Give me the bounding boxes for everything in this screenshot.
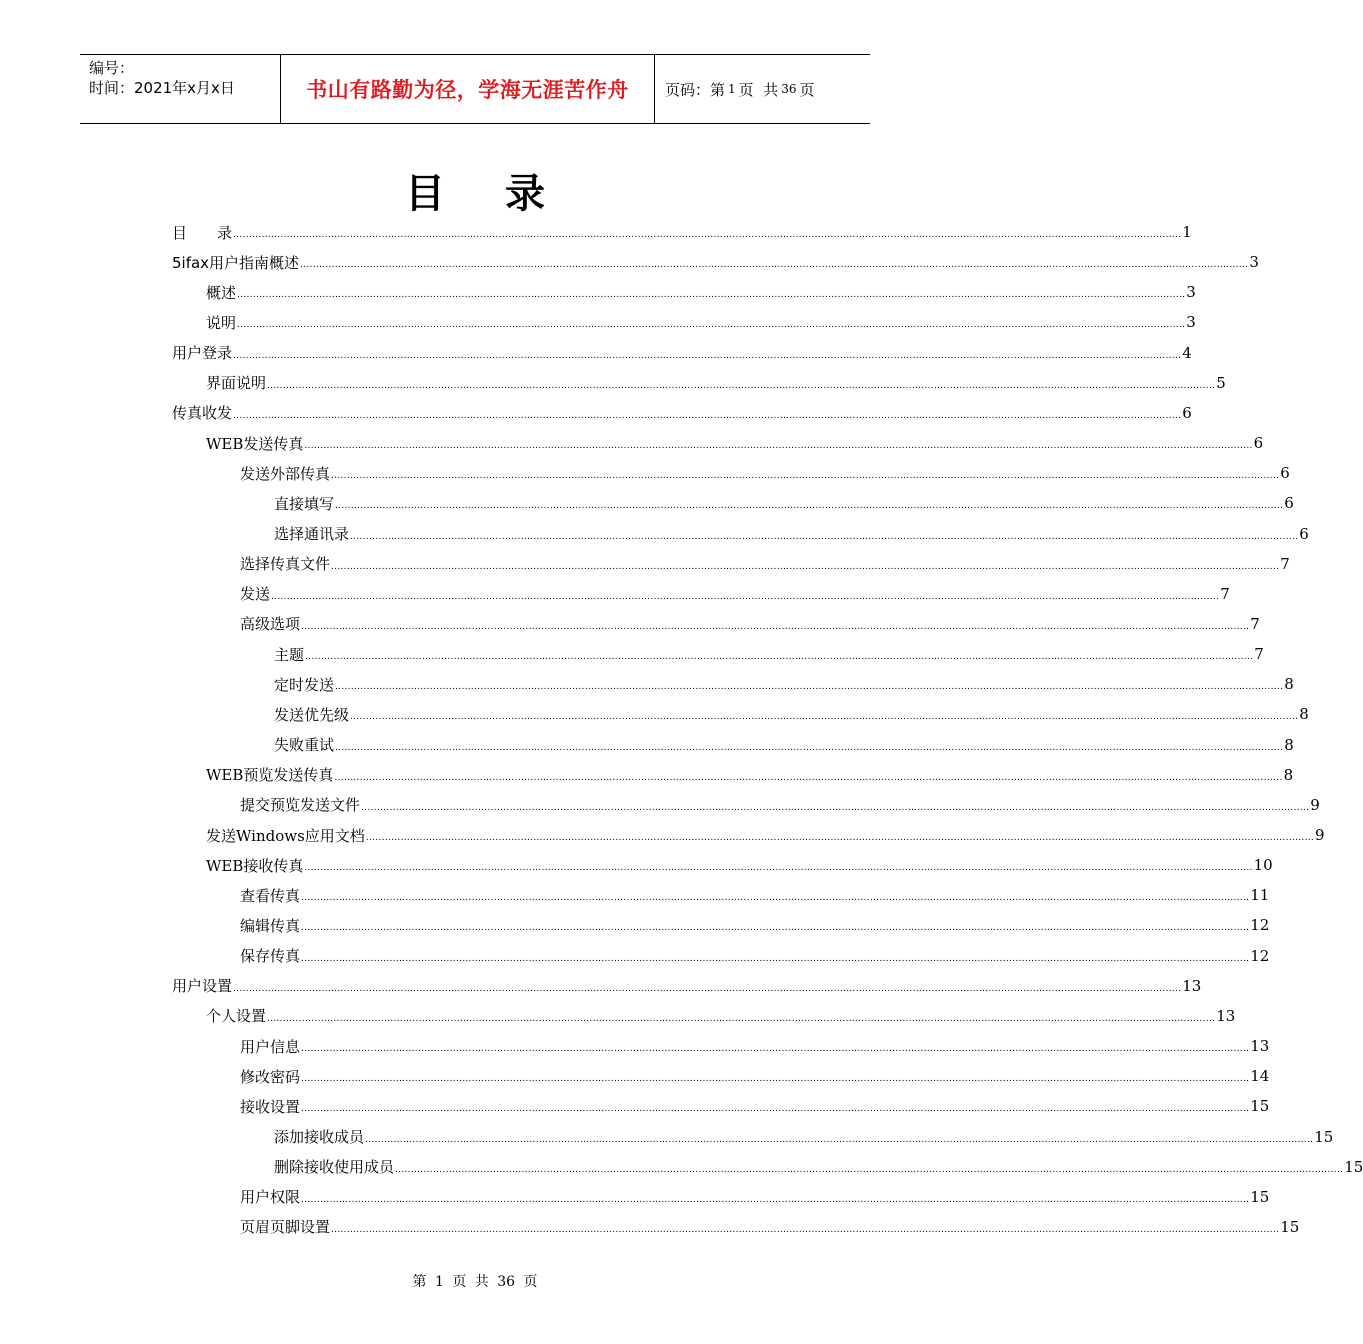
toc-entry-page: 15: [1314, 1127, 1334, 1146]
toc-entry-label: 高级选项: [240, 615, 301, 634]
toc-entry-page: 6: [1299, 524, 1309, 543]
toc-entry-page: 15: [1250, 1097, 1270, 1116]
toc-entry[interactable]: [240, 941, 1270, 971]
toc-entry[interactable]: [206, 1001, 1236, 1031]
toc-entry-page: 6: [1284, 494, 1294, 513]
toc-entry-label: 目 录: [172, 223, 233, 242]
toc-entry-label: 接收设置: [240, 1097, 301, 1116]
toc-entry-page: 12: [1250, 946, 1270, 965]
toc-entry-page: 13: [1216, 1006, 1236, 1025]
toc-dot-leader: ............................................................................................................................................................................................................................................................................................................: [304, 863, 1253, 874]
toc-dot-leader: ............................................................................................................................................................................................................................................................................................................: [350, 531, 1299, 542]
toc-dot-leader: ............................................................................................................................................................................................................................................................................................................: [304, 441, 1253, 452]
toc-entry-page: 7: [1220, 584, 1230, 603]
toc-entry-page: 8: [1283, 765, 1294, 784]
toc-entry-page: 7: [1254, 645, 1264, 664]
toc-dot-leader: ............................................................................................................................................................................................................................................................................................................: [365, 833, 1315, 843]
toc-dot-leader: ............................................................................................................................................................................................................................................................................................................: [267, 380, 1216, 391]
header-motto: 书山有路勤为径，学海无涯苦作舟: [281, 55, 655, 123]
toc-entry-page: 1: [1182, 223, 1192, 241]
toc-dot-leader: ............................................................................................................................................................................................................................................................................................................: [301, 1104, 1250, 1115]
toc-dot-leader: ............................................................................................................................................................................................................................................................................................................: [301, 621, 1250, 632]
toc-entry-page: 14: [1250, 1067, 1270, 1086]
toc-entry-label: WEB接收传真: [206, 856, 304, 875]
toc-entry-page: 15: [1250, 1187, 1270, 1206]
toc-entry-label: 选择通讯录: [274, 525, 350, 543]
toc-dot-leader: ............................................................................................................................................................................................................................................................................................................: [331, 471, 1280, 482]
toc-dot-leader: ............................................................................................................................................................................................................................................................................................................: [301, 1194, 1250, 1205]
toc-dot-leader: ............................................................................................................................................................................................................................................................................................................: [301, 923, 1250, 934]
page-title: 目录: [405, 171, 605, 217]
toc-entry-label: 编辑传真: [240, 916, 301, 935]
footer-current: 1: [434, 1274, 444, 1290]
toc-entry[interactable]: [206, 820, 1325, 850]
toc-entry[interactable]: [274, 639, 1264, 669]
toc-entry[interactable]: [172, 217, 1192, 247]
page-total: 36: [781, 82, 797, 96]
page-label-prefix: 页码：第: [665, 80, 726, 99]
page-label-suffix: 页: [799, 80, 815, 99]
toc-entry-page: 10: [1253, 856, 1273, 875]
header-meta: [80, 55, 281, 123]
page-footer: [0, 1271, 950, 1291]
toc-dot-leader: ............................................................................................................................................................................................................................................................................................................: [237, 320, 1186, 331]
toc-dot-leader: ............................................................................................................................................................................................................................................................................................................: [267, 1013, 1216, 1024]
toc-entry-label: 查看传真: [240, 886, 301, 905]
toc-dot-leader: ............................................................................................................................................................................................................................................................................................................: [300, 260, 1249, 271]
toc-dot-leader: ............................................................................................................................................................................................................................................................................................................: [301, 1044, 1250, 1055]
toc-entry[interactable]: [240, 880, 1270, 910]
toc-dot-leader: ............................................................................................................................................................................................................................................................................................................: [335, 742, 1284, 753]
toc-entry[interactable]: [274, 669, 1294, 699]
toc-dot-leader: ............................................................................................................................................................................................................................................................................................................: [233, 410, 1182, 421]
toc-entry-label: 保存传真: [240, 947, 301, 966]
toc-entry-page: 6: [1182, 403, 1192, 422]
toc-entry[interactable]: [274, 699, 1309, 729]
toc-entry-page: 13: [1250, 1037, 1270, 1056]
toc-dot-leader: ............................................................................................................................................................................................................................................................................................................: [331, 1224, 1280, 1235]
toc-entry-page: 8: [1284, 735, 1294, 754]
time-label: 时间：2021年x月x日: [89, 79, 235, 97]
toc-dot-leader: ............................................................................................................................................................................................................................................................................................................: [233, 350, 1182, 361]
toc-entry[interactable]: [206, 307, 1196, 337]
toc-entry-page: 9: [1315, 826, 1325, 844]
toc-entry-label: 失败重试: [274, 736, 335, 755]
toc-entry[interactable]: [172, 971, 1202, 1001]
toc-entry[interactable]: [240, 1182, 1270, 1212]
toc-entry-page: 3: [1186, 283, 1196, 302]
toc-entry[interactable]: [240, 609, 1260, 639]
toc-entry-page: 8: [1299, 705, 1309, 724]
toc-dot-leader: ............................................................................................................................................................................................................................................................................................................: [271, 591, 1220, 602]
toc-dot-leader: ............................................................................................................................................................................................................................................................................................................: [233, 983, 1182, 994]
toc-entry[interactable]: [240, 910, 1270, 940]
toc-entry-label: 直接填写: [274, 494, 335, 513]
toc-entry-label: 概述: [206, 283, 237, 302]
toc-entry[interactable]: [240, 1212, 1300, 1242]
toc-entry-label: 删除接收使用成员: [274, 1158, 395, 1177]
toc-entry[interactable]: [274, 519, 1309, 549]
document-header: [80, 54, 870, 124]
toc-entry-label: 传真收发: [172, 404, 233, 423]
toc-entry-page: 4: [1182, 343, 1192, 362]
number-label: 编号：: [89, 59, 135, 77]
toc-entry-page: 5: [1216, 373, 1226, 392]
footer-mid1: 页: [452, 1274, 467, 1290]
toc-entry-label: 用户信息: [240, 1037, 301, 1056]
toc-dot-leader: ............................................................................................................................................................................................................................................................................................................: [305, 652, 1254, 663]
toc-dot-leader: ............................................................................................................................................................................................................................................................................................................: [237, 290, 1186, 301]
toc-entry-page: 8: [1284, 675, 1294, 694]
toc-entry-page: 6: [1253, 434, 1264, 453]
toc-dot-leader: ............................................................................................................................................................................................................................................................................................................: [350, 712, 1299, 723]
toc-entry-label: 发送优先级: [274, 705, 350, 724]
toc-entry-label: 发送外部传真: [240, 464, 331, 483]
toc-entry-page: 7: [1280, 554, 1290, 573]
toc-dot-leader: ............................................................................................................................................................................................................................................................................................................: [331, 561, 1280, 572]
toc-dot-leader: ............................................................................................................................................................................................................................................................................................................: [301, 953, 1250, 964]
toc-entry-page: 9: [1310, 795, 1320, 814]
toc-entry-label: 主题: [274, 645, 305, 664]
toc-entry-page: 12: [1250, 916, 1270, 935]
toc-entry[interactable]: [274, 730, 1294, 760]
toc-dot-leader: ............................................................................................................................................................................................................................................................................................................: [233, 230, 1182, 240]
toc-entry-label: 发送: [240, 585, 271, 604]
toc-entry-label: WEB发送传真: [206, 434, 304, 453]
toc-entry-label: 页眉页脚设置: [240, 1218, 331, 1237]
toc-entry[interactable]: [240, 458, 1290, 488]
toc-entry[interactable]: [240, 790, 1320, 820]
toc-entry-page: 15: [1280, 1217, 1300, 1236]
toc-entry-page: 3: [1249, 253, 1259, 272]
footer-prefix: 第: [412, 1274, 427, 1290]
toc-entry-page: 11: [1250, 886, 1270, 905]
toc-entry[interactable]: [172, 338, 1192, 368]
toc-entry[interactable]: [206, 850, 1273, 880]
toc-entry[interactable]: [206, 760, 1294, 790]
toc-entry[interactable]: [206, 428, 1264, 458]
toc-entry[interactable]: [172, 398, 1192, 428]
toc-entry-label: 修改密码: [240, 1067, 301, 1086]
toc-entry[interactable]: [274, 1122, 1334, 1152]
toc-entry-label: 说明: [206, 313, 237, 332]
toc-entry-page: 15: [1344, 1157, 1363, 1176]
toc-entry-label: 个人设置: [206, 1007, 267, 1026]
toc-entry[interactable]: [274, 488, 1294, 518]
toc-entry[interactable]: [240, 549, 1290, 579]
toc-entry[interactable]: [172, 247, 1259, 277]
toc-entry-label: 选择传真文件: [240, 555, 331, 574]
toc-entry-label: 发送Windows应用文档: [206, 826, 365, 845]
toc-entry[interactable]: [206, 277, 1196, 307]
toc-entry[interactable]: [240, 1091, 1270, 1121]
toc-dot-leader: ............................................................................................................................................................................................................................................................................................................: [361, 802, 1310, 813]
page-label-mid: 页 共: [738, 80, 779, 99]
toc-dot-leader: ............................................................................................................................................................................................................................................................................................................: [335, 501, 1284, 512]
toc-entry[interactable]: [206, 368, 1226, 398]
toc-entry[interactable]: [240, 1031, 1270, 1061]
toc-entry-page: 6: [1280, 464, 1290, 483]
toc-entry-page: 13: [1182, 976, 1202, 995]
toc-dot-leader: ............................................................................................................................................................................................................................................................................................................: [395, 1164, 1344, 1175]
toc-entry-label: 提交预览发送文件: [240, 796, 361, 815]
toc-entry-label: 界面说明: [206, 374, 267, 393]
toc-dot-leader: ............................................................................................................................................................................................................................................................................................................: [365, 1134, 1314, 1145]
toc-entry-label: 定时发送: [274, 675, 335, 694]
toc-dot-leader: ............................................................................................................................................................................................................................................................................................................: [301, 893, 1250, 904]
toc-entry-label: 5ifax用户指南概述: [172, 253, 300, 272]
toc-entry[interactable]: [274, 1152, 1363, 1182]
toc-dot-leader: ............................................................................................................................................................................................................................................................................................................: [334, 772, 1283, 783]
toc-dot-leader: ............................................................................................................................................................................................................................................................................................................: [335, 682, 1284, 693]
page-current: 1: [728, 82, 736, 96]
toc-entry[interactable]: [240, 1061, 1270, 1091]
footer-total: 36: [497, 1274, 516, 1290]
toc-entry[interactable]: [240, 579, 1230, 609]
toc-entry-label: 用户登录: [172, 344, 233, 363]
header-page-info: [655, 55, 870, 123]
footer-suffix: 页: [523, 1274, 538, 1290]
toc-entry-label: 用户设置: [172, 977, 233, 996]
toc-entry-label: 添加接收成员: [274, 1128, 365, 1146]
footer-mid2: 共: [474, 1274, 489, 1290]
toc-entry-page: 3: [1186, 313, 1196, 332]
toc-dot-leader: ............................................................................................................................................................................................................................................................................................................: [301, 1074, 1250, 1085]
toc-entry-page: 7: [1250, 614, 1260, 633]
toc-entry-label: 用户权限: [240, 1188, 301, 1207]
toc-entry-label: WEB预览发送传真: [206, 766, 334, 785]
